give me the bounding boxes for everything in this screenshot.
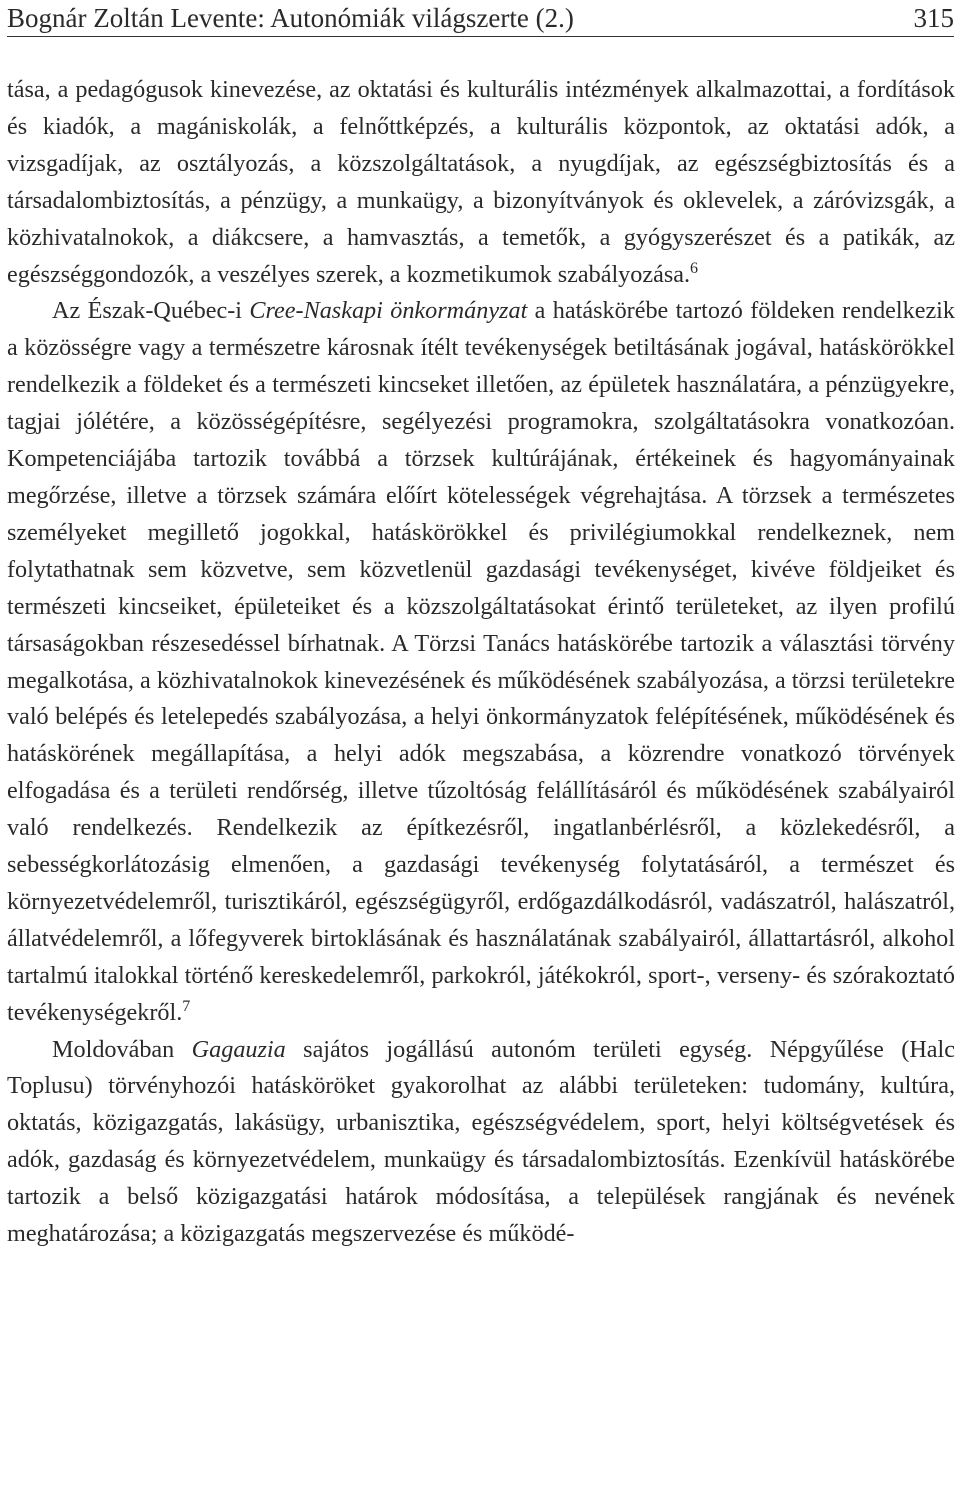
paragraph-text: sajátos jogállású autonóm területi egység. Népgyűlése (Halc Toplusu) törvényhozói hatásköröket gyakorolhat az alábbi területeken: tudomány, kultúra, oktatás, közigazgatás, lakásügy, urbanisztika, egészségvédelem, sport, helyi költségvetések és adók, gazdaság és környezetvédelem, munkaügy és társadalombiztosítás. Ezenkívül hatáskörébe tartozik a belső közigazgatási határok módosítása, a települések rangjának és nevének meghatározása; a közigazgatás megszervezése és működé-	[7, 1035, 955, 1248]
paragraph-italic-term: Cree-Naskapi önkormányzat	[249, 297, 528, 325]
running-title: Bognár Zoltán Levente: Autonómiák világszerte (2.)	[7, 3, 574, 33]
paragraph-lead: Moldovában	[52, 1035, 192, 1063]
footnote-ref: 7	[182, 997, 191, 1015]
page-header	[7, 0, 954, 37]
footnote-ref: 6	[690, 259, 699, 277]
paragraph-cree-naskapi	[7, 293, 955, 1031]
paragraph-gagauzia	[7, 1032, 955, 1253]
paragraph-continuation	[7, 72, 955, 293]
body-text	[7, 72, 955, 1253]
paragraph-text: tása, a pedagógusok kinevezése, az oktatási és kulturális intézmények alkalmazottai, a fordítások és kiadók, a magániskolák, a felnőttképzés, a kulturális központok, az oktatási adók, a vizsgadíjak, az osztályozás, a közszolgáltatások, a nyugdíjak, az egészségbiztosítás és a társadalombiztosítás, a pénzügy, a munkaügy, a bizonyítványok és oklevelek, a záróvizsgák, a közhivatalnokok, a diákcsere, a hamvasztás, a temetők, a gyógyszerészet és a patikák, az egészséggondozók, a veszélyes szerek, a kozmetikumok szabályozása.	[7, 76, 955, 288]
paragraph-lead: Az Észak-Québec-i	[52, 297, 250, 325]
paragraph-italic-term: Gagauzia	[191, 1035, 286, 1063]
paragraph-text: a hatáskörébe tartozó földeken rendelkezik a közösségre vagy a természetre károsnak ítélt tevékenységek betiltásának jogával, hatáskörökkel rendelkezik a földeket és a természeti kincseket illetően, az épületek használatára, a pénzügyekre, tagjai jólétére, a közösségépítésre, segélyezési programokra, szolgáltatásokra vonatkozóan. Kompetenciájába tartozik továbbá a törzsek kultúrájának, értékeinek és hagyományainak megőrzése, illetve a törzsek számára előírt kötelességek végrehajtása. A törzsek a természetes személyeket megillető jogokkal, hatáskörökkel és privilégiumokkal rendelkeznek, nem folytathatnak sem közvetve, sem közvetlenül gazdasági tevékenységet, kivéve földjeiket és természeti kincseiket, épületeiket és a közszolgáltatásokat érintő területeket, az ilyen profilú társaságokban részesedéssel bírhatnak. A Törzsi Tanács hatáskörébe tartozik a választási törvény megalkotása, a közhivatalnokok kinevezésének és működésének szabályozása, a törzsi területekre való belépés és letelepedés szabályozása, a helyi önkormányzatok felépítésének, működésének és hatáskörének megállapítása, a helyi adók megszabása, a közrendre vonatkozó törvények elfogadása és a területi rendőrség, illetve tűzoltóság felállításáról és működésének szabályairól való rendelkezés. Rendelkezik az építkezésről, ingatlanbérlésről, a közlekedésről, a sebességkorlátozásig elmenően, a gazdasági tevékenység folytatásáról, a természet és környezetvédelemről, turisztikáról, egészségügyről, erdőgazdálkodásról, vadászatról, halászatról, állatvédelemről, a lőfegyverek birtoklásának és használatának szabályairól, állattartásról, alkohol tartalmú italokkal történő kereskedelemről, parkokról, játékokról, sport-, verseny- és szórakoztató tevékenységekről.	[7, 297, 955, 1026]
page-number: 315	[913, 3, 954, 33]
